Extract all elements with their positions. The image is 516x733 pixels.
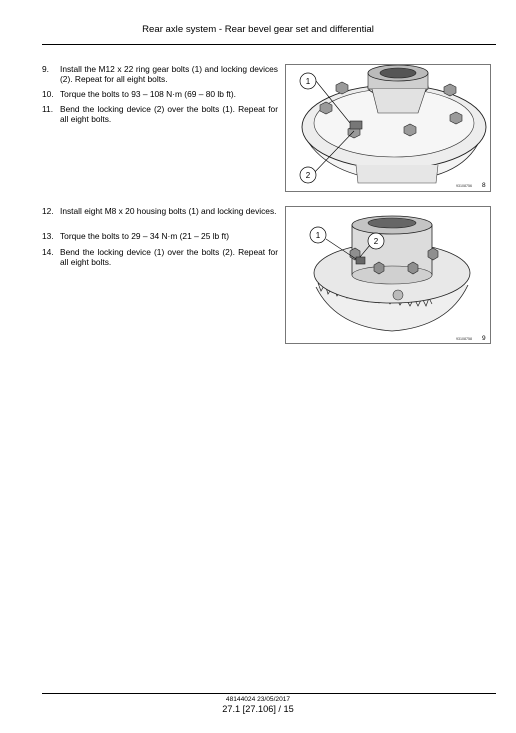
step-text: Install eight M8 x 20 housing bolts (1) and locking devices. [60, 206, 277, 216]
step-text: Torque the bolts to 29 – 34 N·m (21 – 25 lb ft) [60, 231, 229, 241]
step-number: 14. [42, 247, 54, 257]
ring-gear-illustration [286, 65, 490, 191]
header-rule [42, 44, 496, 45]
callout-2: 2 [305, 171, 311, 180]
step-text: Bend the locking device (1) over the bolts (2). Repeat for all eight bolts. [60, 247, 278, 267]
step-number: 12. [42, 206, 54, 216]
step-12 [42, 206, 278, 226]
step-number: 13. [42, 231, 54, 241]
step-number: 10. [42, 89, 54, 99]
callout-2: 2 [373, 237, 379, 246]
figure-code: 93108758 [456, 337, 472, 341]
step-text: Torque the bolts to 93 – 108 N·m (69 – 80 lb ft). [60, 89, 236, 99]
callout-1: 1 [315, 231, 321, 240]
step-10 [42, 89, 278, 99]
figure-number: 9 [482, 335, 486, 342]
running-header: Rear axle system - Rear bevel gear set and differential [142, 24, 374, 35]
footer-page-number: 27.1 [27.106] / 15 [222, 704, 294, 714]
step-9 [42, 64, 278, 84]
step-13 [42, 231, 278, 241]
step-number: 11. [42, 104, 54, 114]
figure-code: 93108756 [456, 184, 472, 188]
figure-ring-gear-bolts [285, 64, 491, 192]
step-14 [42, 247, 278, 267]
figure-housing-bolts [285, 206, 491, 344]
footer-rule [42, 693, 496, 694]
step-text: Install the M12 x 22 ring gear bolts (1) and locking devices (2). Repeat for all eight bolts. [60, 64, 278, 84]
footer-document-id: 48144024 23/05/2017 [225, 696, 291, 703]
figure-number: 8 [482, 182, 486, 189]
callout-1: 1 [305, 77, 311, 86]
step-11 [42, 104, 278, 124]
housing-bolts-illustration [286, 207, 490, 343]
step-number: 9. [42, 64, 49, 74]
step-text: Bend the locking device (2) over the bolts (1). Repeat for all eight bolts. [60, 104, 278, 124]
